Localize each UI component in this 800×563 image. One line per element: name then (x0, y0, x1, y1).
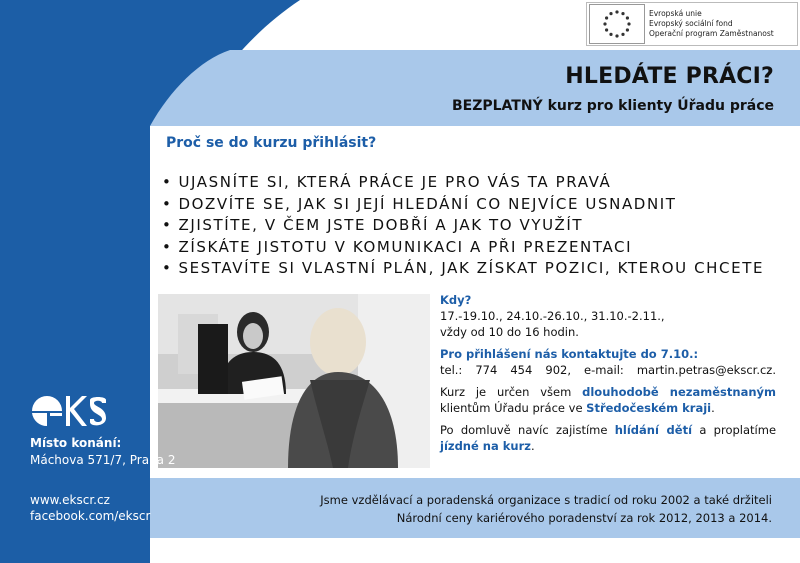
facebook-link[interactable]: facebook.com/ekscr (30, 509, 151, 523)
eks-logo-icon (30, 394, 108, 428)
footer-line: Národní ceny kariérového poradenství za rok 2012, 2013 a 2014. (396, 511, 772, 525)
course-hours: vždy od 10 do 16 hodin. (440, 325, 579, 339)
footer-line: Jsme vzdělávací a poradenská organizace s tradicí od roku 2002 a také držiteli (320, 493, 772, 507)
extra-services-cont: jízdné na kurz. (440, 439, 535, 453)
footer-about (320, 491, 772, 527)
page-subtitle: BEZPLATNÝ kurz pro klienty Úřadu práce (451, 98, 774, 114)
benefit-item: • DOZVÍTE SE, JAK SI JEJÍ HLEDÁNÍ CO NEJVÍCE USNADNIT (162, 194, 677, 213)
contact-links (30, 492, 150, 524)
target-group: Kurz je určen všem dlouhodobě nezaměstnaným (440, 385, 776, 399)
why-heading: Proč se do kurzu přihlásit? (166, 135, 377, 151)
eu-line: Evropský sociální fond (649, 19, 733, 28)
contact-label: Pro přihlášení nás kontaktujte do 7.10.: (440, 347, 699, 361)
extra-services: Po domluvě navíc zajistíme hlídání dětí a proplatíme (440, 423, 777, 437)
benefits-list (162, 172, 764, 280)
benefit-item: • SESTAVÍTE SI VLASTNÍ PLÁN, JAK ZÍSKAT POZICI, KTEROU CHCETE (162, 259, 765, 277)
venue-address: Máchova 571/7, Praha 2 (30, 453, 176, 467)
benefit-item: • UJASNÍTE SI, KTERÁ PRÁCE JE PRO VÁS TA PRAVÁ (162, 173, 612, 191)
page-title: HLEDÁTE PRÁCI? (565, 64, 774, 89)
eu-flag-icon (589, 4, 645, 44)
benefit-item: • ZJISTÍTE, V ČEM JSTE DOBŘÍ A JAK TO VYUŽÍT (162, 216, 584, 234)
website-link[interactable]: www.ekscr.cz (30, 493, 110, 507)
eu-logo-box (586, 2, 798, 46)
when-label: Kdy? (440, 293, 472, 307)
venue-label: Místo konání: (30, 436, 122, 450)
interview-photo (158, 294, 430, 468)
eu-line: Operační program Zaměstnanost (649, 29, 774, 38)
contact-details: tel.: 774 454 902, e-mail: martin.petras@ekscr.cz. (440, 363, 776, 377)
target-group-cont: klientům Úřadu práce ve Středočeském kraji. (440, 401, 715, 415)
eu-line: Evropská unie (649, 9, 702, 18)
benefit-item: • ZÍSKÁTE JISTOTU V KOMUNIKACI A PŘI PREZENTACI (162, 237, 633, 256)
course-info (440, 292, 776, 454)
course-dates: 17.-19.10., 24.10.-26.10., 31.10.-2.11., (440, 309, 665, 323)
eu-text (649, 9, 774, 39)
